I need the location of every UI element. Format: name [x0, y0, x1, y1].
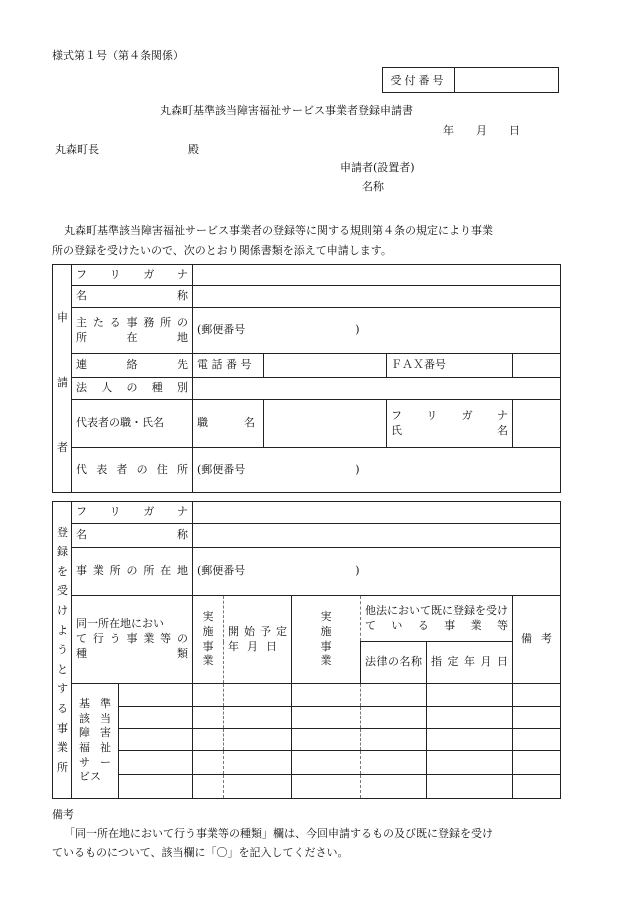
impl-cell[interactable]	[193, 684, 224, 707]
other-law-char: て	[420, 603, 431, 617]
law-name-cell[interactable]	[361, 729, 427, 751]
contact-char: 絡	[126, 358, 138, 372]
position-field[interactable]	[264, 400, 387, 448]
service-type-cell[interactable]	[119, 707, 193, 729]
impl2-cell[interactable]	[292, 729, 361, 751]
other-law-char: 受	[486, 603, 497, 617]
phone-label: 電 話 番 号	[193, 354, 264, 378]
remarks-cell[interactable]	[513, 775, 561, 799]
facility-postal-code-label: (郵便番号 )	[197, 564, 360, 578]
office-char: 事	[126, 315, 138, 329]
service-type-cell[interactable]	[119, 729, 193, 751]
position-char: 職	[197, 416, 208, 430]
office-char: 所	[76, 330, 87, 344]
other-law-char: 既	[431, 603, 442, 617]
furigana-char: ナ	[176, 267, 188, 281]
office-char: 所	[160, 315, 172, 329]
corporation-type-field[interactable]	[193, 378, 561, 400]
service-category-label	[72, 684, 119, 799]
applicant-section-char: 申	[57, 311, 68, 325]
impl-char: 施	[202, 624, 214, 638]
corporation-type-label	[72, 378, 193, 400]
applicant-section-label	[53, 265, 72, 493]
other-law-char: 業	[470, 618, 482, 632]
other-law-char: に	[442, 603, 453, 617]
rep-address-char: 住	[156, 462, 168, 476]
notes-line-1: 「同一所在地において行う事業等の種類」欄は、今回申請するもの及び既に登録を受け	[64, 827, 493, 840]
start-date-cell[interactable]	[224, 684, 292, 707]
corp-type-char: 法	[76, 381, 87, 395]
location-char: の	[126, 564, 138, 578]
rep-address-char: 者	[116, 462, 128, 476]
facility-table	[52, 501, 561, 799]
receipt-number-box	[382, 67, 559, 93]
facility-section-char: す	[57, 682, 68, 696]
fax-field[interactable]	[513, 354, 561, 378]
facility-section-char: う	[57, 643, 68, 657]
rep-furigana-char: フ	[391, 408, 402, 422]
corp-type-char: 別	[177, 381, 188, 395]
contact-char: 連	[76, 358, 87, 372]
service-char: 害	[100, 726, 111, 740]
start-char: 日	[266, 639, 277, 653]
main-office-address-field[interactable]	[193, 308, 561, 354]
facility-furigana-char: フ	[76, 505, 87, 519]
same-location-char: 等	[160, 632, 172, 646]
designation-date-cell[interactable]	[427, 684, 513, 707]
facility-section-char: よ	[57, 623, 68, 637]
facility-section-char: と	[57, 662, 68, 676]
furigana-label	[72, 265, 193, 286]
rep-address-label	[72, 448, 193, 493]
start-date-cell[interactable]	[224, 751, 292, 775]
service-char: 福	[79, 741, 90, 754]
corp-type-char: 人	[101, 381, 113, 395]
contact-label	[72, 354, 193, 378]
start-date-cell[interactable]	[224, 707, 292, 729]
rep-address-char: 代	[76, 462, 87, 476]
impl-cell[interactable]	[193, 775, 224, 799]
corp-type-char: 種	[151, 381, 163, 395]
fax-label: ＦＡＸ番号	[387, 354, 513, 378]
designation-char: 指	[431, 655, 442, 669]
service-char: 当	[100, 711, 111, 725]
remarks-char: 備	[521, 632, 532, 646]
designation-date-cell[interactable]	[427, 751, 513, 775]
location-char: 事	[76, 564, 87, 578]
office-char: 務	[143, 315, 155, 329]
designation-char: 年	[464, 655, 475, 669]
same-location-char: 種	[76, 646, 87, 660]
same-location-char: の	[176, 632, 188, 646]
facility-section-char: 受	[57, 584, 68, 598]
start-char: 始	[244, 624, 255, 638]
rep-furigana-char: リ	[426, 408, 438, 422]
facility-furigana-field[interactable]	[193, 502, 561, 524]
facility-section-char: 所	[57, 760, 68, 774]
impl-cell[interactable]	[193, 751, 224, 775]
service-char: 準	[100, 697, 111, 711]
intro-line-1: 丸森町基準該当障害福祉サービス事業者の登録等に関する規則第４条の規定により事業	[64, 224, 493, 237]
other-law-char: る	[417, 618, 429, 632]
start-char: 年	[228, 639, 239, 653]
start-char: 月	[247, 639, 258, 653]
service-char: 基	[79, 697, 90, 711]
other-law-char: 他	[365, 603, 376, 617]
remarks-header	[513, 596, 561, 684]
receipt-number-field[interactable]	[455, 68, 558, 92]
impl-char: 事	[202, 639, 214, 653]
impl2-cell[interactable]	[292, 751, 361, 775]
location-char: 所	[143, 564, 155, 578]
facility-name-field[interactable]	[193, 524, 561, 548]
rep-address-char: 所	[176, 462, 188, 476]
remarks-cell[interactable]	[513, 707, 561, 729]
facility-section-label	[53, 502, 72, 799]
addressee: 丸森町長	[55, 143, 99, 156]
location-char: 在	[160, 564, 172, 578]
postal-code-label: (郵便番号 )	[197, 323, 360, 337]
service-line: ビス	[79, 770, 101, 784]
designation-char: 月	[480, 655, 492, 669]
facility-name-char: 称	[177, 528, 188, 542]
applicant-label: 申請者(設置者)	[340, 161, 415, 174]
same-location-char: 事	[126, 632, 138, 646]
facility-section-char: を	[57, 564, 68, 578]
same-location-char: 行	[92, 632, 104, 646]
rep-furigana-char: ナ	[496, 408, 508, 422]
service-char: サ	[79, 755, 90, 769]
form-number: 様式第１号（第４条関係）	[52, 49, 184, 62]
designation-date-header	[427, 642, 513, 684]
designation-char: 日	[497, 655, 508, 669]
form-title: 丸森町基準該当障害福祉サービス事業者登録申請書	[160, 104, 413, 117]
facility-section-char: 録	[57, 545, 68, 559]
rep-name-char: 氏	[391, 423, 402, 437]
remarks-cell[interactable]	[513, 751, 561, 775]
facility-location-field[interactable]	[193, 548, 561, 596]
phone-field[interactable]	[264, 354, 387, 378]
impl-cell[interactable]	[193, 707, 224, 729]
implemented-service-header	[193, 596, 224, 684]
receipt-number-label: 受付番号	[383, 68, 455, 92]
rep-furigana-char: ガ	[461, 408, 473, 422]
law-name-cell[interactable]	[361, 707, 427, 729]
facility-furigana-char: ナ	[176, 505, 188, 519]
other-law-char: 録	[464, 603, 475, 617]
other-law-char: て	[365, 618, 376, 632]
start-date-cell[interactable]	[224, 729, 292, 751]
facility-section-char: 事	[57, 721, 68, 735]
other-law-char: 法	[376, 603, 387, 617]
start-char: 予	[260, 624, 271, 638]
same-location-char: う	[109, 632, 121, 646]
law-name-cell[interactable]	[361, 775, 427, 799]
law-name-cell[interactable]	[361, 751, 427, 775]
honorific: 殿	[188, 143, 199, 156]
applicant-name-field[interactable]	[193, 286, 561, 308]
other-law-registration-header	[361, 596, 513, 642]
position-label	[193, 400, 264, 448]
designation-date-cell[interactable]	[427, 707, 513, 729]
intro-line-2: 所の登録を受けたいので、次のとおり関係書類を添えて申請します。	[52, 244, 392, 257]
facility-furigana-char: リ	[109, 505, 121, 519]
rep-address-char: 表	[96, 462, 108, 476]
position-char: 名	[244, 416, 255, 430]
applicant-section-char: 者	[57, 440, 68, 454]
other-law-char: 等	[496, 618, 508, 632]
impl-cell[interactable]	[193, 729, 224, 751]
impl-char: 実	[202, 609, 214, 623]
same-location-char: て	[76, 632, 87, 646]
law-name-cell[interactable]	[361, 684, 427, 707]
service-type-cell[interactable]	[119, 775, 193, 799]
service-type-cell[interactable]	[119, 684, 193, 707]
impl2-char: 事	[320, 639, 332, 653]
facility-furigana-char: ガ	[143, 505, 155, 519]
main-office-label	[72, 308, 193, 354]
applicant-name-label: 名称	[362, 180, 384, 193]
office-char: 主	[76, 315, 87, 329]
same-location-char: 類	[177, 646, 188, 660]
other-law-char: を	[475, 603, 486, 617]
rep-postal-code-label: (郵便番号 )	[197, 462, 360, 476]
service-char: ー	[100, 755, 111, 769]
rep-name-label	[387, 400, 513, 448]
applicant-furigana-field[interactable]	[193, 265, 561, 286]
impl2-cell[interactable]	[292, 775, 361, 799]
remarks-cell[interactable]	[513, 729, 561, 751]
office-char: 地	[177, 330, 188, 344]
office-char: る	[109, 315, 121, 329]
other-law-char: 事	[444, 618, 456, 632]
law-name-char: の	[388, 655, 399, 669]
location-char: 業	[92, 564, 104, 578]
corp-type-char: の	[126, 381, 138, 395]
designation-date-cell[interactable]	[427, 729, 513, 751]
other-law-char: い	[409, 603, 420, 617]
rep-name-char: 名	[497, 423, 508, 437]
remarks-cell[interactable]	[513, 684, 561, 707]
other-law-char: い	[391, 618, 403, 632]
notes-heading: 備考	[52, 808, 74, 821]
applicant-section-char: 請	[57, 376, 68, 390]
designation-date-cell[interactable]	[427, 775, 513, 799]
facility-name-char: 名	[76, 528, 87, 542]
other-law-char: 登	[453, 603, 464, 617]
law-name-char: 法	[365, 655, 376, 669]
implemented-service-header-2	[292, 596, 361, 684]
application-date: 年 月 日	[443, 124, 520, 137]
name-char: 名	[76, 289, 87, 303]
impl2-cell[interactable]	[292, 684, 361, 707]
same-location-services-label	[72, 596, 193, 684]
service-char: 障	[79, 726, 90, 740]
facility-location-label	[72, 548, 193, 596]
other-law-char: お	[398, 603, 409, 617]
rep-address-field[interactable]	[193, 448, 561, 493]
office-char: た	[92, 315, 104, 329]
furigana-char: フ	[76, 267, 87, 281]
service-char: 祉	[100, 741, 111, 754]
name-char: 称	[177, 289, 188, 303]
office-char: 在	[126, 330, 138, 344]
facility-name-label	[72, 524, 193, 548]
other-law-char: け	[497, 603, 508, 617]
facility-furigana-label	[72, 502, 193, 524]
law-name-char: 律	[376, 655, 388, 669]
impl-char: 業	[202, 654, 214, 668]
office-char: の	[176, 315, 188, 329]
impl2-cell[interactable]	[292, 707, 361, 729]
start-date-header	[224, 596, 292, 684]
location-char: 地	[176, 564, 188, 578]
facility-section-char: 登	[57, 525, 68, 539]
service-type-cell[interactable]	[119, 751, 193, 775]
furigana-char: ガ	[143, 267, 155, 281]
rep-address-char: の	[136, 462, 148, 476]
applicant-name-label-cell	[72, 286, 193, 308]
furigana-char: リ	[109, 267, 121, 281]
facility-section-char: る	[57, 701, 68, 715]
location-char: 所	[109, 564, 121, 578]
law-name-char: 名	[399, 655, 411, 669]
start-date-cell[interactable]	[224, 775, 292, 799]
impl2-char: 業	[320, 654, 332, 668]
contact-char: 先	[177, 358, 188, 372]
notes-line-2: ているものについて、該当欄に「〇」を記入してください。	[52, 846, 349, 859]
law-name-header	[361, 642, 427, 684]
start-char: 開	[228, 624, 239, 638]
application-form-table	[52, 264, 561, 493]
impl2-char: 施	[320, 624, 332, 638]
representative-label: 代表者の職・氏名	[72, 400, 193, 448]
impl2-char: 実	[320, 609, 332, 623]
start-char: 定	[276, 624, 287, 638]
rep-name-field[interactable]	[513, 400, 561, 448]
other-law-char: に	[387, 603, 398, 617]
service-char: 該	[79, 711, 90, 725]
same-location-line: 同一所在地におい	[76, 617, 164, 631]
facility-section-char: け	[57, 604, 68, 618]
facility-section-char: 業	[57, 741, 68, 755]
designation-char: 定	[447, 655, 459, 669]
remarks-char: 考	[541, 632, 552, 646]
law-name-char: 称	[411, 655, 422, 669]
same-location-char: 業	[143, 632, 155, 646]
